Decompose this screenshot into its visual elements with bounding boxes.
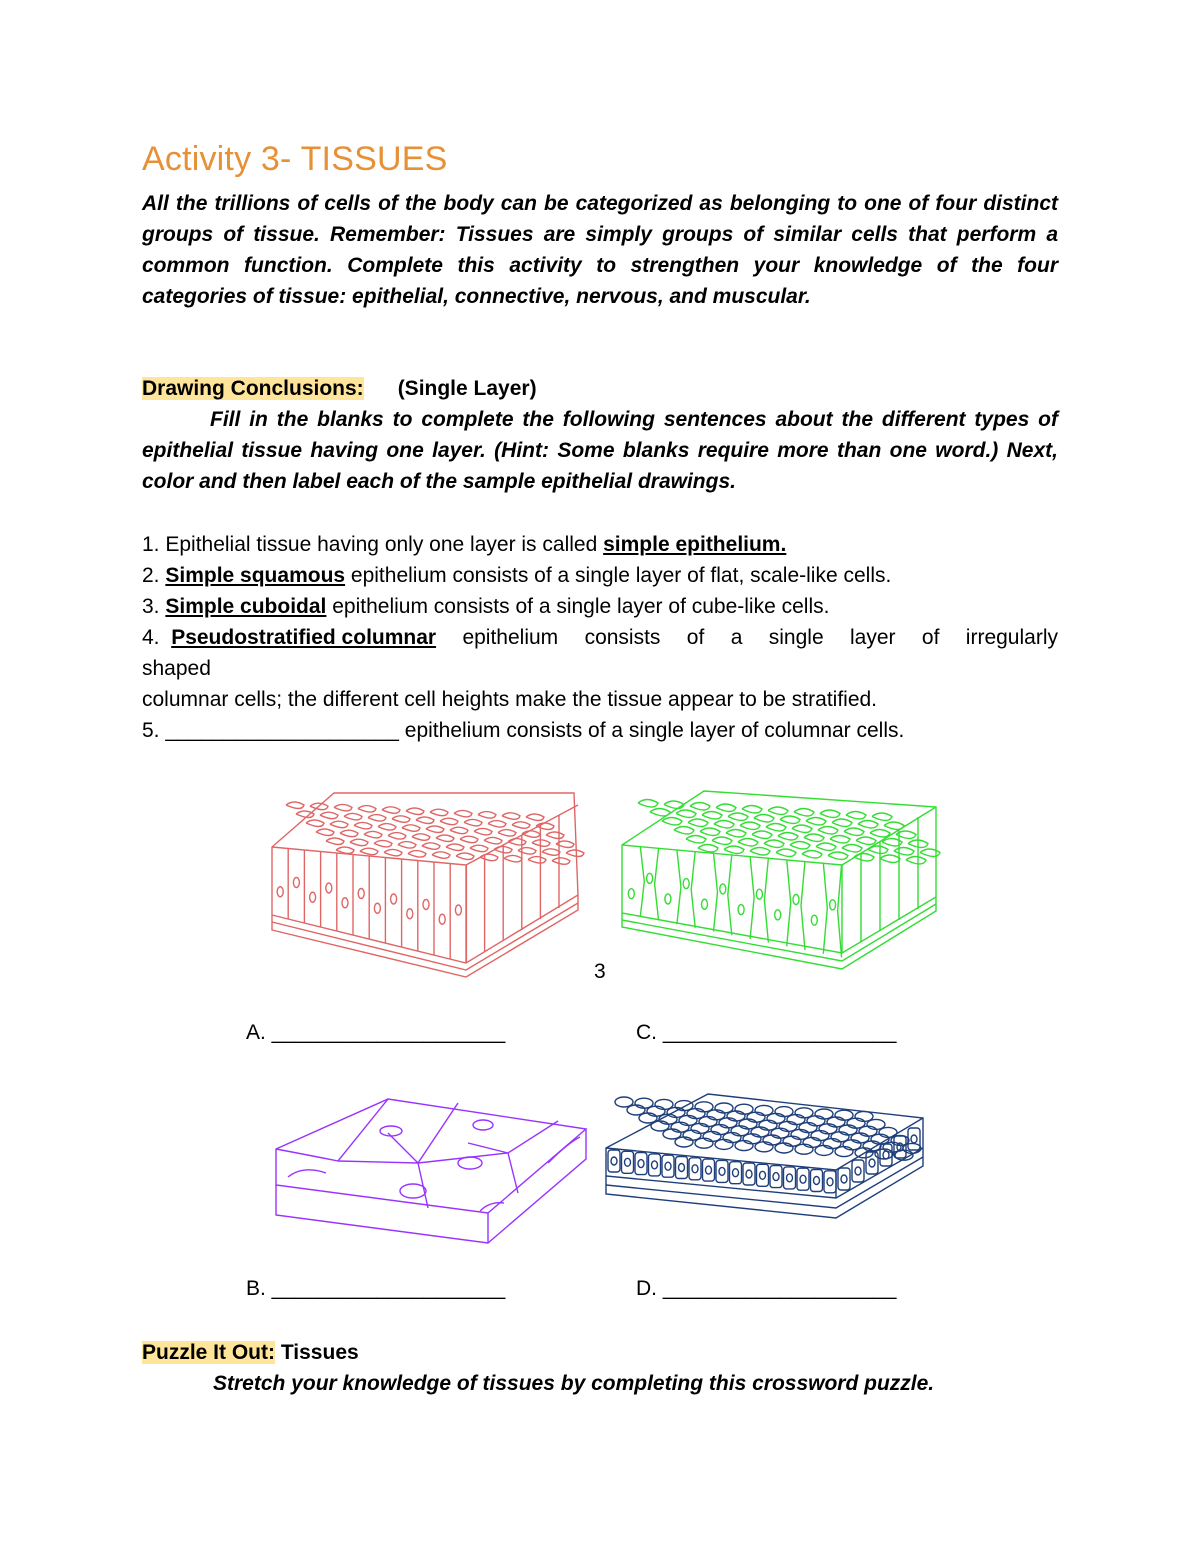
section-heading: Drawing Conclusions: — [142, 377, 364, 400]
question-number: 4. — [142, 626, 160, 649]
answer-blank[interactable]: ____________________ — [165, 719, 399, 742]
label-a-blank[interactable]: A. ____________________ — [246, 1021, 506, 1044]
question-number: 2. — [142, 564, 160, 587]
section-heading: Puzzle It Out: — [142, 1341, 275, 1364]
question-5 — [142, 715, 1058, 746]
section-subheading: Tissues — [280, 1341, 359, 1364]
intro-paragraph: All the trillions of cells of the body can be categorized as belonging to one of four distinct groups of tissue. Remember: Tissues are simply groups of similar cells that perform a common function. Complete this activity to strengthen your knowledge of the four categories of tissue: epithelial, connective, nervous, and muscular. — [142, 192, 1058, 308]
question-text: epithelium consists of a single layer of columnar cells. — [398, 719, 905, 742]
page-title: Activity 3- TISSUES — [142, 140, 448, 178]
word: layer — [850, 626, 896, 649]
word: of — [921, 626, 940, 649]
figure-d-simple-cuboidal — [598, 1086, 933, 1238]
question-text: epithelium consists of a single layer of flat, scale-like cells. — [345, 564, 892, 587]
question-text: Epithelial tissue having only one layer is called — [159, 533, 604, 556]
instructions-paragraph — [142, 404, 1058, 497]
section-puzzle — [142, 1337, 359, 1368]
word: of — [686, 626, 705, 649]
question-1 — [142, 529, 1058, 560]
question-text: epithelium consists of a single layer of cube-like cells. — [326, 595, 830, 618]
page-number: 3 — [594, 960, 606, 983]
question-list — [142, 529, 1058, 746]
puzzle-instructions: Stretch your knowledge of tissues by completing this crossword puzzle. — [213, 1372, 935, 1395]
label-c-blank[interactable]: C. ____________________ — [636, 1021, 897, 1044]
answer-text[interactable]: Simple squamous — [165, 564, 346, 587]
answer-text[interactable]: simple epithelium. — [603, 533, 787, 556]
label-d-blank[interactable]: D. ____________________ — [636, 1277, 897, 1300]
word: epithelium — [462, 626, 559, 649]
answer-text[interactable]: Simple cuboidal — [165, 595, 327, 618]
figure-b-simple-squamous — [268, 1093, 593, 1245]
word: single — [768, 626, 824, 649]
figure-c-pseudostratified — [614, 785, 944, 975]
question-3 — [142, 591, 1058, 622]
section-subheading: (Single Layer) — [397, 377, 537, 400]
word: a — [730, 626, 743, 649]
question-2 — [142, 560, 1058, 591]
instructions-text: Fill in the blanks to complete the following sentences about the different types of epithelial tissue having one layer. (Hint: Some blanks require more than one word.) Next, color and then label each of the sample epithelial drawings. — [142, 408, 1058, 493]
question-4-line3: columnar cells; the different cell heights make the tissue appear to be stratified. — [142, 688, 878, 711]
word: irregularly — [965, 626, 1058, 649]
word: consists — [584, 626, 661, 649]
figure-a-simple-columnar — [256, 785, 596, 980]
question-4-line1 — [142, 622, 1058, 653]
label-b-blank[interactable]: B. ____________________ — [246, 1277, 506, 1300]
question-number: 3. — [142, 595, 160, 618]
answer-text[interactable]: Pseudostratified columnar — [171, 626, 437, 649]
question-number: 1. — [142, 533, 160, 556]
question-number: 5. — [142, 719, 160, 742]
question-4-lead — [142, 622, 436, 653]
question-4-line2: shaped — [142, 657, 211, 680]
section-drawing-conclusions — [142, 373, 537, 404]
